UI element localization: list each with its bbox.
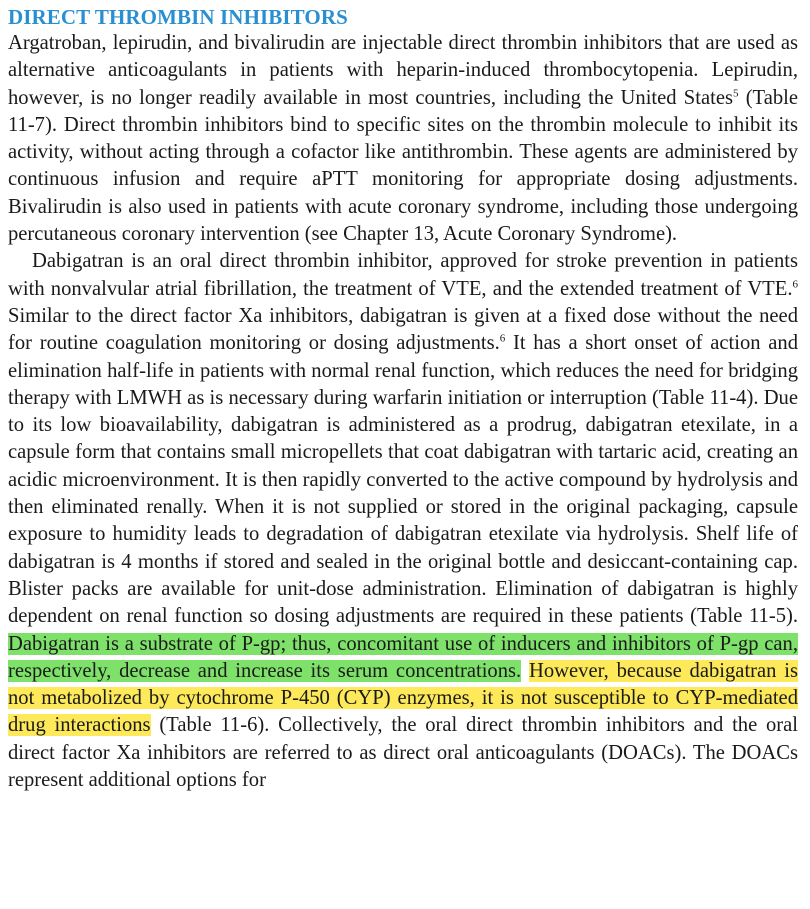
citation-ref: 5 (733, 86, 739, 99)
paragraph-text: Similar to the direct factor Xa inhibitors, dabigatran is given at a fixed dose without the need for routine coagulation monitoring or dosing adjustments. (8, 304, 798, 355)
citation-ref: 6 (792, 277, 798, 290)
paragraph-text: (Table 11-7). Direct thrombin inhibitors bind to specific sites on the thrombin molecule to inhibit its activity, without acting through a cofactor like antithrombin. These agents are administered by continuous infusion and require aPTT monitoring for appropriate dosing adjustments. Bivalirudin is also used in patients with acute coronary syndrome, including those undergoing percutaneous coronary intervention (see Chapter 13, Acute Coronary Syndrome). (8, 86, 799, 246)
paragraph-injectable-dtis (8, 30, 798, 248)
section-heading: DIRECT THROMBIN INHIBITORS (8, 5, 348, 29)
highlight-green: Dabigatran is a substrate of P-gp; thus, concomitant use of inducers and inhibitors of P-gp can, respectively, decrease and increase its serum concentrations. (8, 632, 798, 682)
paragraph-text: Dabigatran is an oral direct thrombin inhibitor, approved for stroke prevention in patients with nonvalvular atrial fibrillation, the treatment of VTE, and the extended treatment of VTE. (8, 250, 798, 300)
highlight-yellow: However, because dabigatran is not metabolized by cytochrome P-450 (CYP) enzymes, it is not susceptible to CYP-mediated drug interactions (8, 659, 798, 737)
paragraph-text: Argatroban, lepirudin, and bivalirudin are injectable direct thrombin inhibitors that are used as alternative anticoagulants in patients with heparin-induced thrombocytopenia. Lepirudin, however, is no longer readily available in most countries, including the United States (8, 32, 798, 109)
paragraph-text (521, 660, 529, 682)
paragraph-dabigatran (8, 248, 798, 794)
paragraph-text: (Table 11-6). Collectively, the oral direct thrombin inhibitors and the oral direct factor Xa inhibitors are referred to as direct oral anticoagulants (DOACs). The DOACs represent additional options for (8, 714, 799, 792)
paragraph-text: It has a short onset of action and elimination half-life in patients with normal renal function, which reduces the need for bridging therapy with LMWH as is necessary during warfarin initiation or interruption (Table 11-4). Due to its low bioavailability, dabigatran is administered as a prodrug, dabigatran etexilate, in a capsule form that contains small micropellets that coat dabigatran with tartaric acid, creating an acidic microenvironment. It is then rapidly converted to the active compound by hydrolysis and then eliminated renally. When it is not supplied or stored in the original packaging, capsule exposure to humidity leads to degradation of dabigatran etexilate via hydrolysis. Shelf life of dabigatran is 4 months if stored and sealed in the original bottle and desiccant-containing cap. Blister packs are available for unit-dose administration. Elimination of dabigatran is highly dependent on renal function so dosing adjustments are required in these patients (Table 11-5). (8, 332, 798, 628)
document-page (8, 4, 798, 794)
citation-ref: 6 (499, 332, 506, 345)
